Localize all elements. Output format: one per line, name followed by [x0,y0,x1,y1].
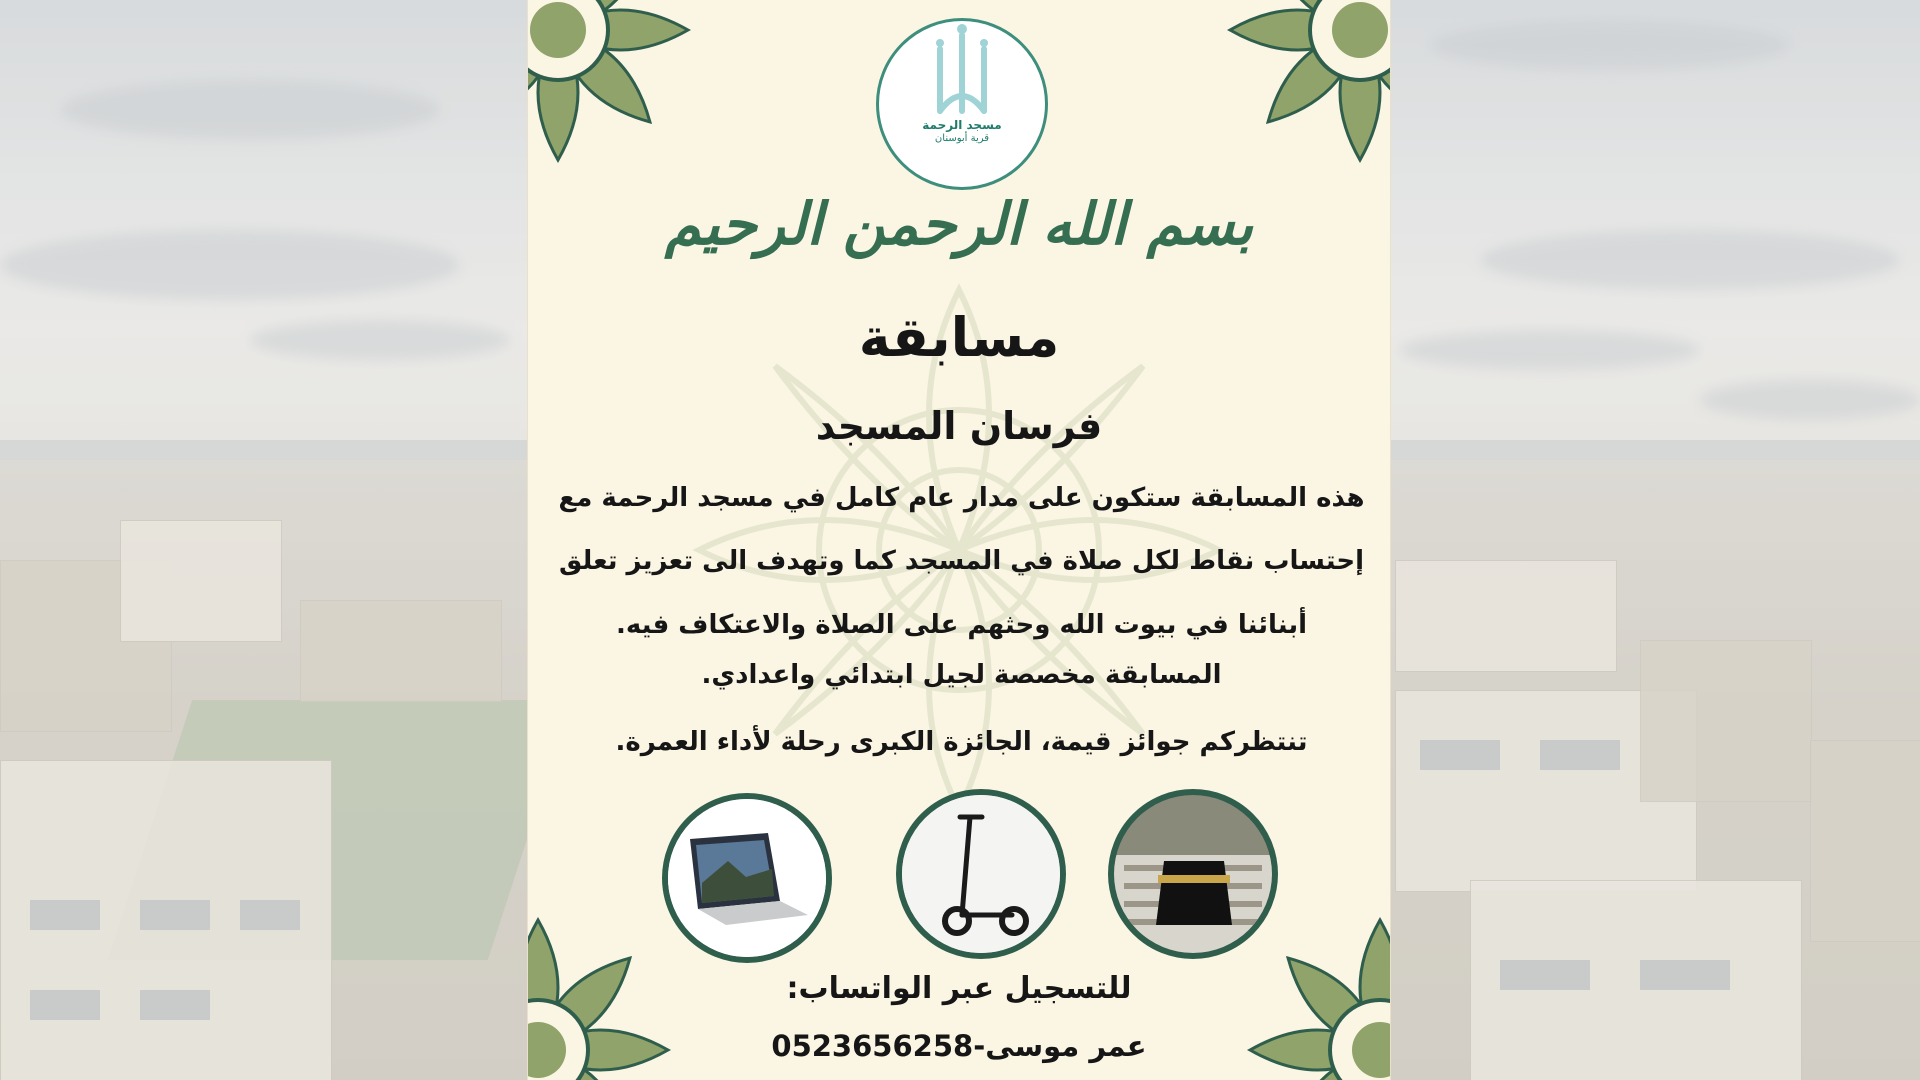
corner-ornament-top-left [528,0,698,170]
description-line-1: هذه المسابقة ستكون على مدار عام كامل في مسجد الرحمة مع [558,483,1365,513]
electric-scooter-image [896,789,1066,959]
laptop-image [662,793,832,963]
description-line-2: إحتساب نقاط لكل صلاة في المسجد كما وتهدف الى تعزيز تعلق [559,546,1364,576]
corner-ornament-top-right [1220,0,1390,170]
basmala-calligraphy: بسم الله الرحمن الرحيم [664,190,1254,258]
mosque-name: مسجد الرحمة [922,118,1002,132]
village-name: قرية أبوسنان [934,133,990,144]
mosque-logo [876,18,1048,190]
kaaba-image [1108,789,1278,959]
poster-title: مسابقة [858,306,1060,369]
description-line-3: أبنائنا في بيوت الله وحثهم على الصلاة والاعتكاف فيه. [615,610,1308,640]
competition-poster [528,0,1390,1080]
contact-info: عمر موسى-0523656258 [771,1029,1147,1063]
description-line-5: تنتظركم جوائز قيمة، الجائزة الكبرى رحلة لأداء العمرة. [615,727,1308,757]
description-line-4: المسابقة مخصصة لجيل ابتدائي واعدادي. [701,660,1222,690]
mosque-minaret-icon [922,21,1002,117]
poster-subtitle: فرسان المسجد [815,404,1103,448]
register-label: للتسجيل عبر الواتساب: [786,971,1132,1006]
